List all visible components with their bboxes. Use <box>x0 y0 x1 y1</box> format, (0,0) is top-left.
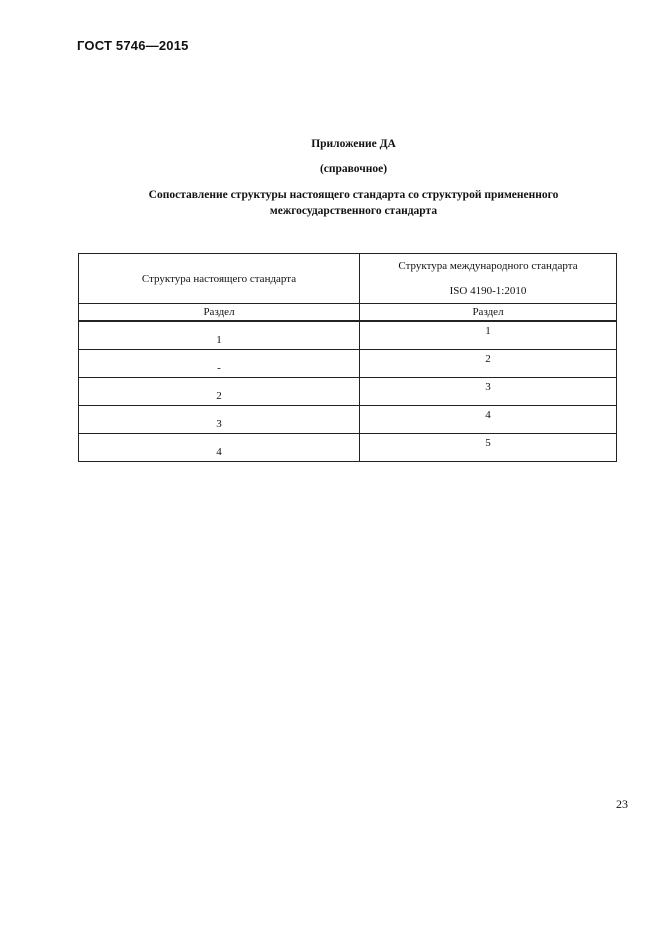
table-row <box>79 378 617 406</box>
row-right-cell: 3 <box>360 378 617 406</box>
header-right-standard: ISO 4190-1:2010 <box>449 285 527 297</box>
table-row <box>79 350 617 378</box>
header-left-cell: Структура настоящего стандарта <box>79 254 360 304</box>
subheader-right-cell: Раздел <box>360 304 617 322</box>
appendix-title: Приложение ДА <box>311 138 396 150</box>
header-right-cell <box>360 254 617 304</box>
document-code: ГОСТ 5746—2015 <box>77 38 189 53</box>
row-left-cell: 1 <box>79 321 360 350</box>
row-left-cell: 2 <box>79 378 360 406</box>
row-right-cell: 2 <box>360 350 617 378</box>
header-right-title: Структура международного стандарта <box>398 260 578 272</box>
row-right-cell: 4 <box>360 406 617 434</box>
page-number: 23 <box>616 797 628 811</box>
row-left-cell: 3 <box>79 406 360 434</box>
row-right-cell: 5 <box>360 434 617 462</box>
row-left-cell: 4 <box>79 434 360 462</box>
table-row <box>79 406 617 434</box>
table-row <box>79 434 617 462</box>
row-right-cell: 1 <box>360 321 617 350</box>
table-row <box>79 321 617 350</box>
appendix-status: (справочное) <box>319 163 388 175</box>
subheader-left-cell: Раздел <box>79 304 360 322</box>
table-header-row <box>79 254 617 304</box>
comparison-table <box>78 253 617 462</box>
table-subheader-row <box>79 304 617 322</box>
row-left-cell: - <box>79 350 360 378</box>
table-caption: Сопоставление структуры настоящего стандарта со структурой примененного межгосударственного стандарта <box>148 189 559 217</box>
